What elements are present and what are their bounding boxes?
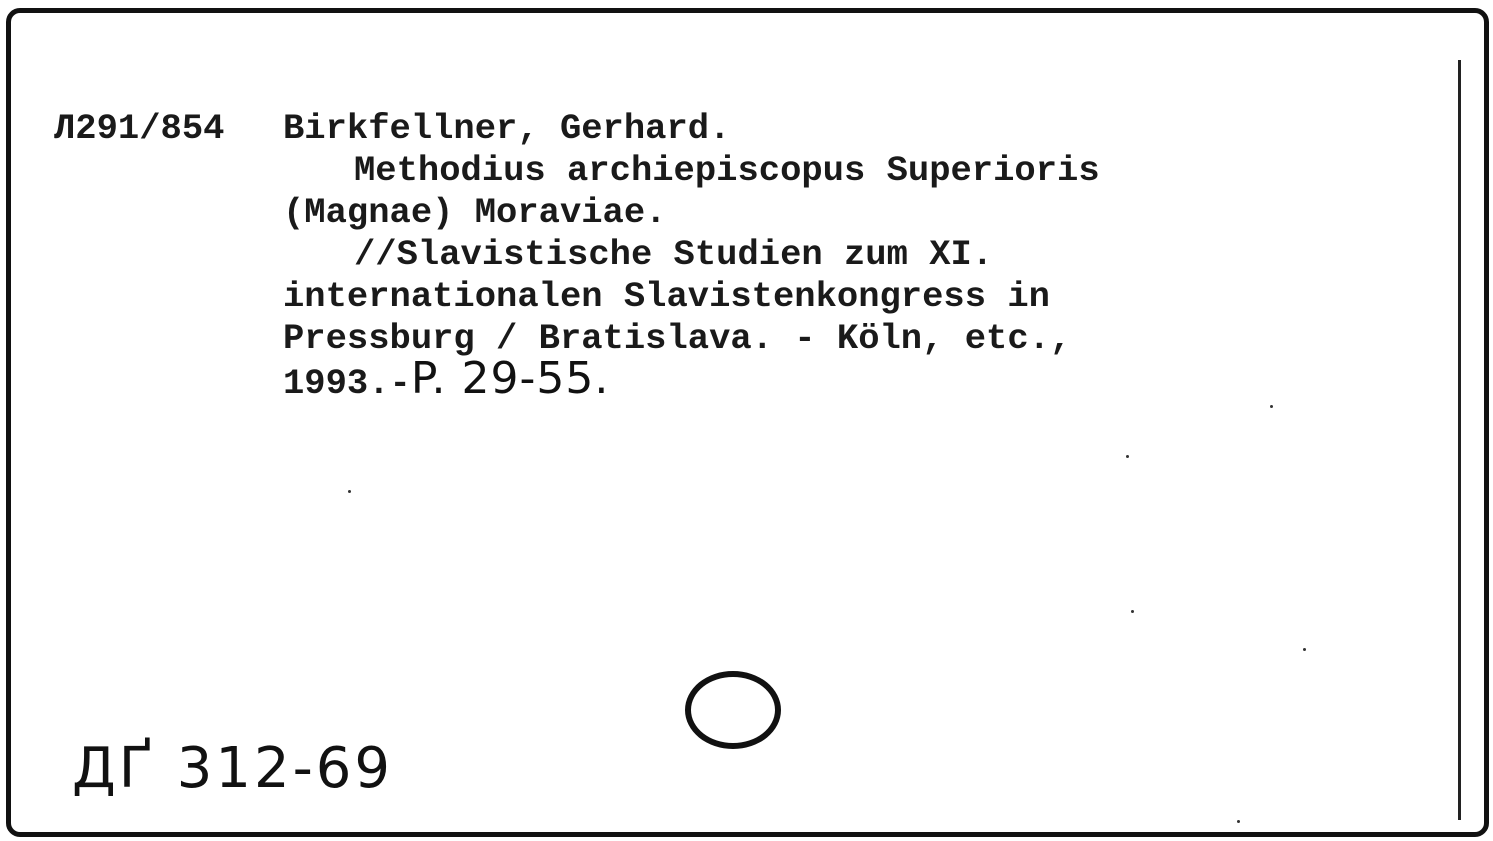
speck bbox=[1126, 455, 1129, 458]
speck bbox=[1237, 820, 1240, 823]
year-text: 1993.- bbox=[283, 363, 411, 404]
source-line-3: Pressburg / Bratislava. - Köln, etc., bbox=[283, 318, 1072, 359]
source-line-2: internationalen Slavistenkongress in bbox=[283, 276, 1050, 317]
author-line: Birkfellner, Gerhard. bbox=[283, 108, 731, 149]
card-edge-rule bbox=[1458, 60, 1461, 820]
handwritten-pages: P. 29-55. bbox=[410, 353, 610, 404]
title-line-1: Methodius archiepiscopus Superioris bbox=[354, 150, 1100, 191]
speck bbox=[1270, 405, 1273, 408]
handwritten-shelf-mark: ДҐ 312-69 bbox=[72, 736, 394, 801]
speck bbox=[1303, 648, 1306, 651]
title-line-2: (Magnae) Moraviae. bbox=[283, 192, 667, 233]
year-line bbox=[283, 353, 610, 405]
source-line-1: //Slavistische Studien zum XI. bbox=[354, 234, 994, 275]
call-number: Л291/854 bbox=[54, 108, 225, 149]
speck bbox=[348, 490, 351, 493]
punch-hole bbox=[685, 671, 781, 749]
speck bbox=[1131, 610, 1134, 613]
